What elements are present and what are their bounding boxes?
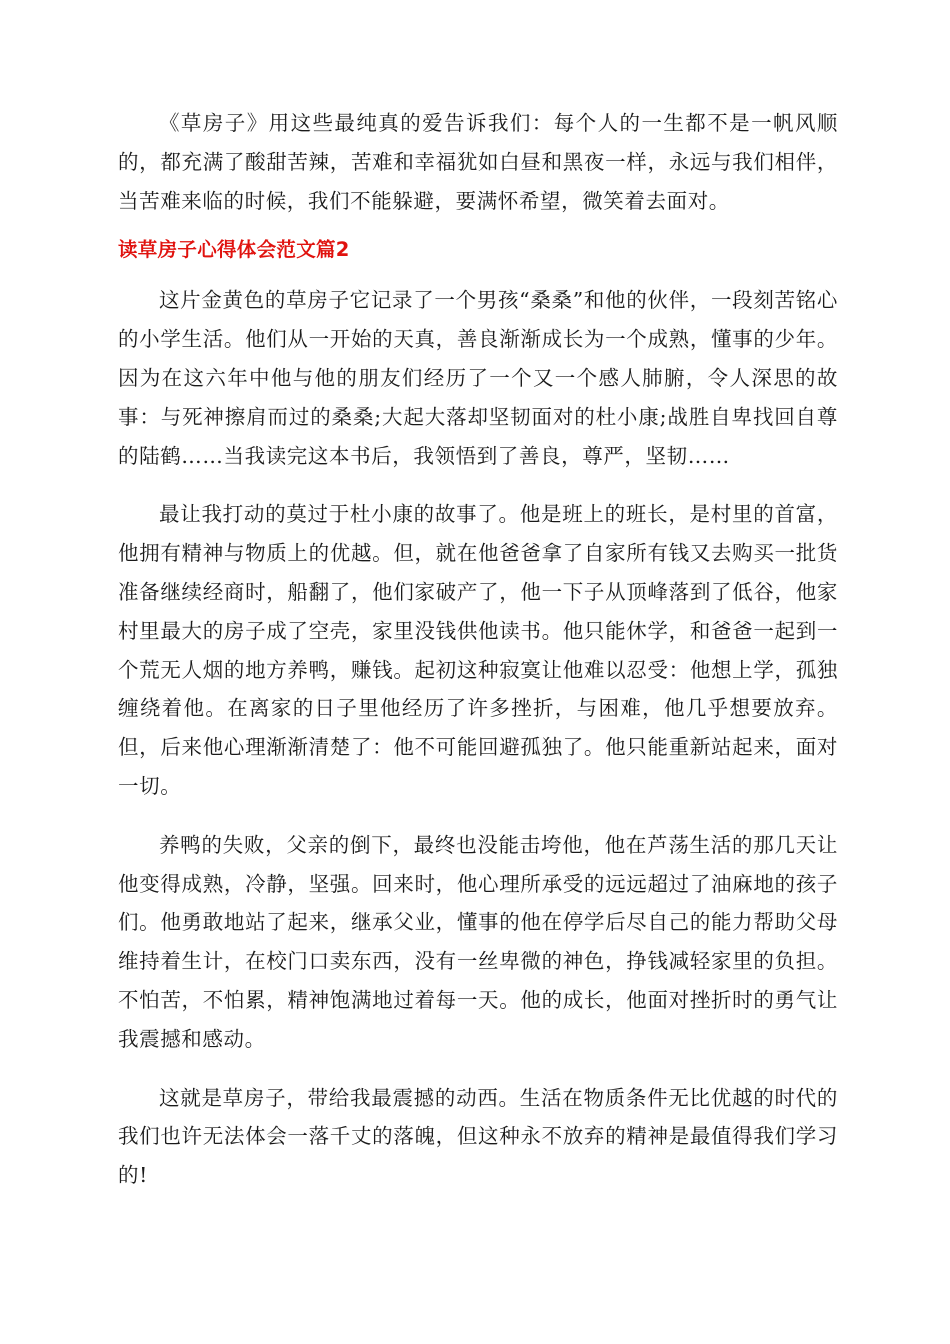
paragraph-5: 这就是草房子，带给我最震撼的动西。生活在物质条件无比优越的时代的我们也许无法体会一落千丈的落魄，但这种永不放弃的精神是最值得我们学习的! xyxy=(118,1085,838,1188)
document-page xyxy=(118,104,838,1195)
paragraph-4: 养鸭的失败，父亲的倒下，最终也没能击垮他，他在芦荡生活的那几天让他变得成熟，冷静，坚强。回来时，他心理所承受的远远超过了油麻地的孩子们。他勇敢地站了起来，继承父业，懂事的他在停学后尽自己的能力帮助父母维持着生计，在校门口卖东西，没有一丝卑微的神色，挣钱减轻家里的负担。不怕苦，不怕累，精神饱满地过着每一天。他的成长，他面对挫折时的勇气让我震撼和感动。 xyxy=(118,832,838,1051)
paragraph-3: 最让我打动的莫过于杜小康的故事了。他是班上的班长，是村里的首富，他拥有精神与物质上的优越。但，就在他爸爸拿了自家所有钱又去购买一批货准备继续经商时，船翻了，他们家破产了，他一下子从顶峰落到了低谷，他家村里最大的房子成了空壳，家里没钱供他读书。他只能休学，和爸爸一起到一个荒无人烟的地方养鸭，赚钱。起初这种寂寞让他难以忍受：他想上学，孤独缠绕着他。在离家的日子里他经历了许多挫折，与困难，他几乎想要放弃。但，后来他心理渐渐清楚了：他不可能回避孤独了。他只能重新站起来，面对一切。 xyxy=(118,502,838,798)
section-heading: 读草房子心得体会范文篇2 xyxy=(118,238,350,262)
paragraph-2: 这片金黄色的草房子它记录了一个男孩“桑桑”和他的伙伴，一段刻苦铭心的小学生活。他们从一开始的天真，善良渐渐成长为一个成熟，懂事的少年。因为在这六年中他与他的朋友们经历了一个又一个感人肺腑，令人深思的故事：与死神擦肩而过的桑桑;大起大落却坚韧面对的杜小康;战胜自卑找回自尊的陆鹤……当我读完这本书后，我领悟到了善良，尊严，坚韧…… xyxy=(118,288,838,468)
paragraph-1: 《草房子》用这些最纯真的爱告诉我们：每个人的一生都不是一帆风顺的，都充满了酸甜苦辣，苦难和幸福犹如白昼和黑夜一样，永远与我们相伴，当苦难来临的时候，我们不能躲避，要满怀希望，微笑着去面对。 xyxy=(118,111,838,213)
